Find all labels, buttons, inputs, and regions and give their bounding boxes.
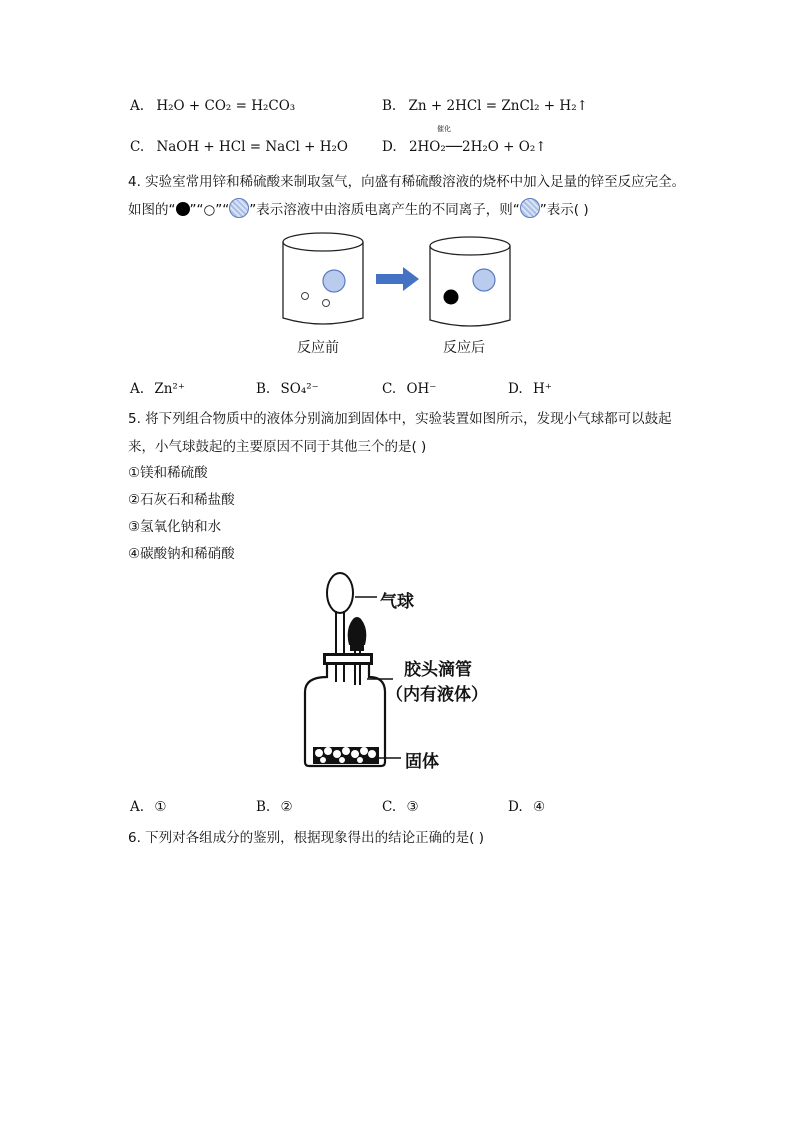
- q6-stem-line1: 6. 下列对各组成分的鉴别，根据现象得出的结论正确的是( ): [128, 830, 484, 846]
- solid-label: 固体: [405, 752, 439, 772]
- option-label: B.: [382, 98, 397, 114]
- hatched-ion-icon: [229, 198, 249, 218]
- q5-option-a: A. ①: [130, 799, 167, 815]
- q5-item-2: ②石灰石和稀盐酸: [128, 492, 235, 508]
- q5-option-b: B. ②: [256, 799, 293, 815]
- q5-stem-line2: 来，小气球鼓起的主要原因不同于其他三个的是( ): [128, 439, 427, 455]
- q4-option-c: C. OH⁻: [382, 381, 437, 397]
- q4-option-b: B. SO₄²⁻: [256, 381, 319, 397]
- q5-item-4: ④碳酸钠和稀硝酸: [128, 546, 235, 562]
- q4-option-d: D. H⁺: [508, 381, 552, 397]
- option-text: Zn + 2HCl = ZnCl₂ + H₂↑: [408, 98, 588, 114]
- q4-stem-line1: 4. 实验室常用锌和稀硫酸来制取氢气，向盛有稀硫酸溶液的烧杯中加入足量的锌至反应完全。: [128, 174, 686, 190]
- q4-option-a: A. Zn²⁺: [130, 381, 185, 397]
- option-text: NaOH + HCl = NaCl + H₂O: [156, 139, 349, 155]
- hatched-ion-icon: [520, 198, 540, 218]
- option-label: A.: [130, 98, 145, 114]
- q5-option-d: D. ④: [508, 799, 546, 815]
- option-text: 2HO₂──2H₂O + O₂↑: [408, 139, 547, 155]
- catalyst-label: 催化: [437, 125, 451, 133]
- q4-stem-line2: 如图的“ ”“○”“ ”表示溶液中由溶质电离产生的不同离子，则“ ”表示( ): [128, 198, 589, 218]
- black-ion-icon: [176, 202, 190, 216]
- q3-option-c: [130, 138, 348, 156]
- q3-option-d: [382, 138, 547, 156]
- option-text: H₂O + CO₂ = H₂CO₃: [156, 98, 296, 114]
- balloon-label: 气球: [380, 592, 414, 612]
- q5-option-c: C. ③: [382, 799, 419, 815]
- q5-item-3: ③氢氧化钠和水: [128, 519, 222, 535]
- beaker-figure: [275, 228, 535, 336]
- q5-item-1: ①镁和稀硫酸: [128, 465, 208, 481]
- q3-option-a: [130, 97, 295, 115]
- dropper-note: （内有液体）: [386, 685, 488, 705]
- arrow-icon: [376, 267, 419, 291]
- solid-particles: [313, 747, 379, 764]
- before-label: 反应前: [297, 340, 339, 356]
- dropper-label: 胶头滴管: [404, 660, 472, 680]
- beaker-before: [283, 233, 363, 324]
- beaker-after: [430, 237, 510, 326]
- option-label: C.: [130, 139, 145, 155]
- q3-option-b: [382, 97, 588, 115]
- option-label: D.: [382, 139, 397, 155]
- after-label: 反应后: [443, 340, 485, 356]
- dropper-icon: [348, 617, 367, 685]
- q5-stem-line1: 5. 将下列组合物质中的液体分别滴加到固体中，实验装置如图所示，发现小气球都可以鼓起: [128, 411, 672, 427]
